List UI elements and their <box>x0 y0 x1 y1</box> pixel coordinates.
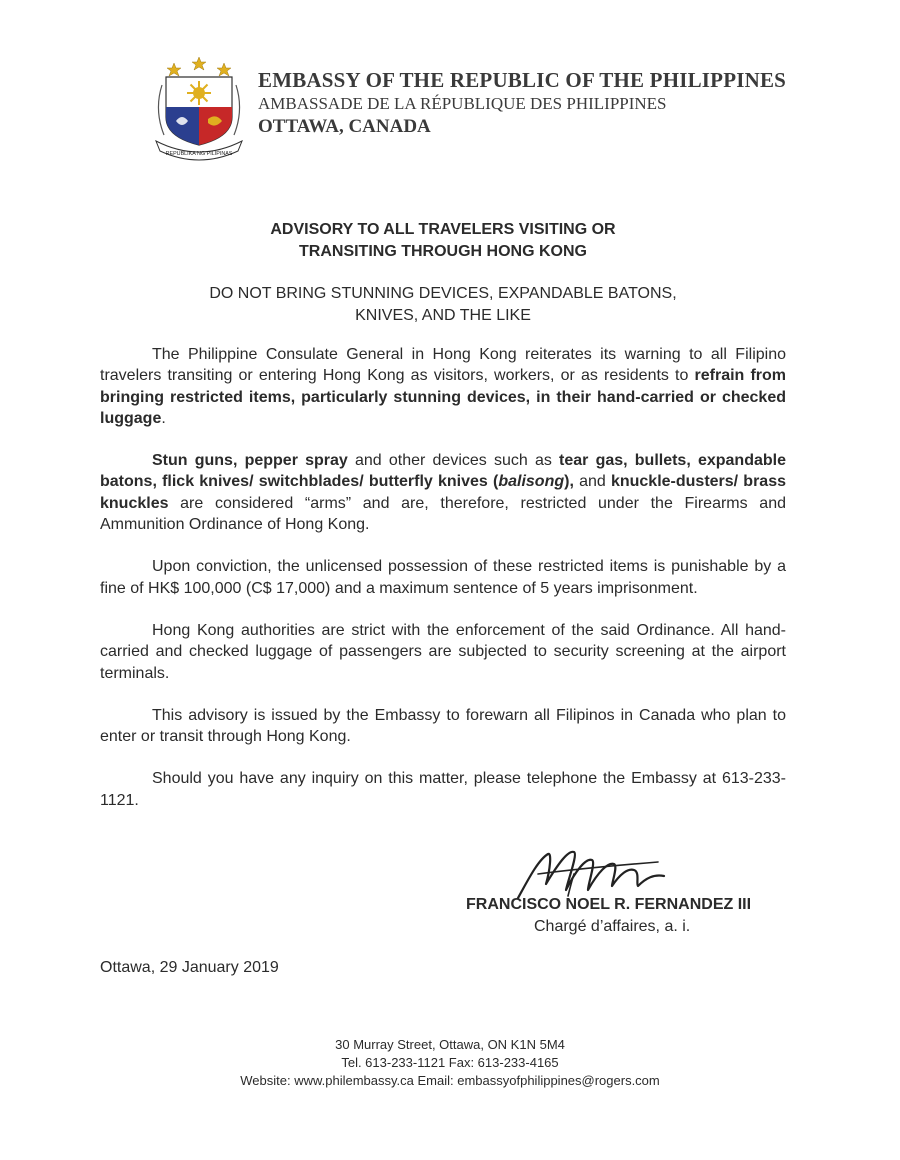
footer-phone: Tel. 613-233-1121 Fax: 613-233-4165 <box>341 1055 559 1070</box>
paragraph-inquiry: Should you have any inquiry on this matter, please telephone the Embassy at 613-233-1121. <box>100 770 786 809</box>
document-date: Ottawa, 29 January 2019 <box>100 959 279 976</box>
embassy-name <box>258 69 786 138</box>
handwritten-signature-icon <box>508 840 678 904</box>
restricted-items-bold-1: Stun guns, pepper spray <box>152 452 348 470</box>
restricted-items-bold-2: tear gas, bullets, expandable batons, flick knives/ switchblades/ butterfly knives ( <box>100 452 786 491</box>
advisory-subtitle-line1: DO NOT BRING STUNNING DEVICES, EXPANDABLE BATONS, <box>209 285 677 302</box>
paragraph-penalty: Upon conviction, the unlicensed possession of these restricted items is punishable by a fine of HK$ 100,000 (C$ 17,000) and a maximum sentence of 5 years imprisonment. <box>100 558 786 597</box>
restricted-items-bold-3: ), <box>564 473 574 491</box>
paragraph-warning <box>100 344 786 429</box>
footer-web: Website: www.philembassy.ca Email: embassyofphilippines@rogers.com <box>240 1073 660 1088</box>
advisory-subtitle <box>100 283 786 327</box>
seal-ribbon-text: REPUBLIKA NG PILIPINAS <box>165 151 233 157</box>
footer-address: 30 Murray Street, Ottawa, ON K1N 5M4 <box>335 1037 565 1052</box>
philippine-seal-icon <box>152 55 246 161</box>
signature-block <box>466 840 796 940</box>
signatory-title: Chargé d’affaires, a. i. <box>534 918 691 935</box>
advisory-title <box>100 219 786 263</box>
paragraph-warning-bold: refrain from bringing restricted items, particularly stunning devices, in their hand-carried or checked luggage <box>100 367 787 427</box>
letterhead <box>152 55 812 165</box>
paragraph-enforcement: Hong Kong authorities are strict with the enforcement of the said Ordinance. All hand-carried and checked luggage of passengers are subjected to security screening at the airport terminals. <box>100 621 786 682</box>
embassy-location: OTTAWA, CANADA <box>258 116 431 137</box>
paragraph-purpose: This advisory is issued by the Embassy to forewarn all Filipinos in Canada who plan to enter or transit through Hong Kong. <box>100 706 786 746</box>
paragraph-warning-text-2: . <box>161 409 166 427</box>
embassy-name-french: AMBASSADE DE LA RÉPUBLIQUE DES PHILIPPINES <box>258 94 667 113</box>
footer-contact <box>100 1036 800 1090</box>
embassy-name-english: EMBASSY OF THE REPUBLIC OF THE PHILIPPINES <box>258 68 787 92</box>
restricted-items-text-1: and other devices such as <box>347 452 560 470</box>
advisory-body <box>100 344 786 832</box>
advisory-title-line2: TRANSITING THROUGH HONG KONG <box>299 243 587 260</box>
advisory-subtitle-line2: KNIVES, AND THE LIKE <box>355 307 531 324</box>
restricted-items-bold-4: knuckle-dusters/ brass knuckles <box>100 473 786 512</box>
restricted-items-text-3: are considered “arms” and are, therefore, restricted under the Firearms and Ammunition Ordinance of Hong Kong. <box>100 494 786 534</box>
paragraph-restricted-items <box>100 450 786 535</box>
advisory-title-line1: ADVISORY TO ALL TRAVELERS VISITING OR <box>270 221 616 238</box>
signatory-name: FRANCISCO NOEL R. FERNANDEZ III <box>466 896 752 913</box>
restricted-items-italic: balisong <box>498 473 565 491</box>
restricted-items-text-2: and <box>573 473 611 491</box>
paragraph-warning-text-1: The Philippine Consulate General in Hong Kong reiterates its warning to all Filipino travelers transiting or entering Hong Kong as visitors, workers, or as residents to <box>100 346 786 385</box>
